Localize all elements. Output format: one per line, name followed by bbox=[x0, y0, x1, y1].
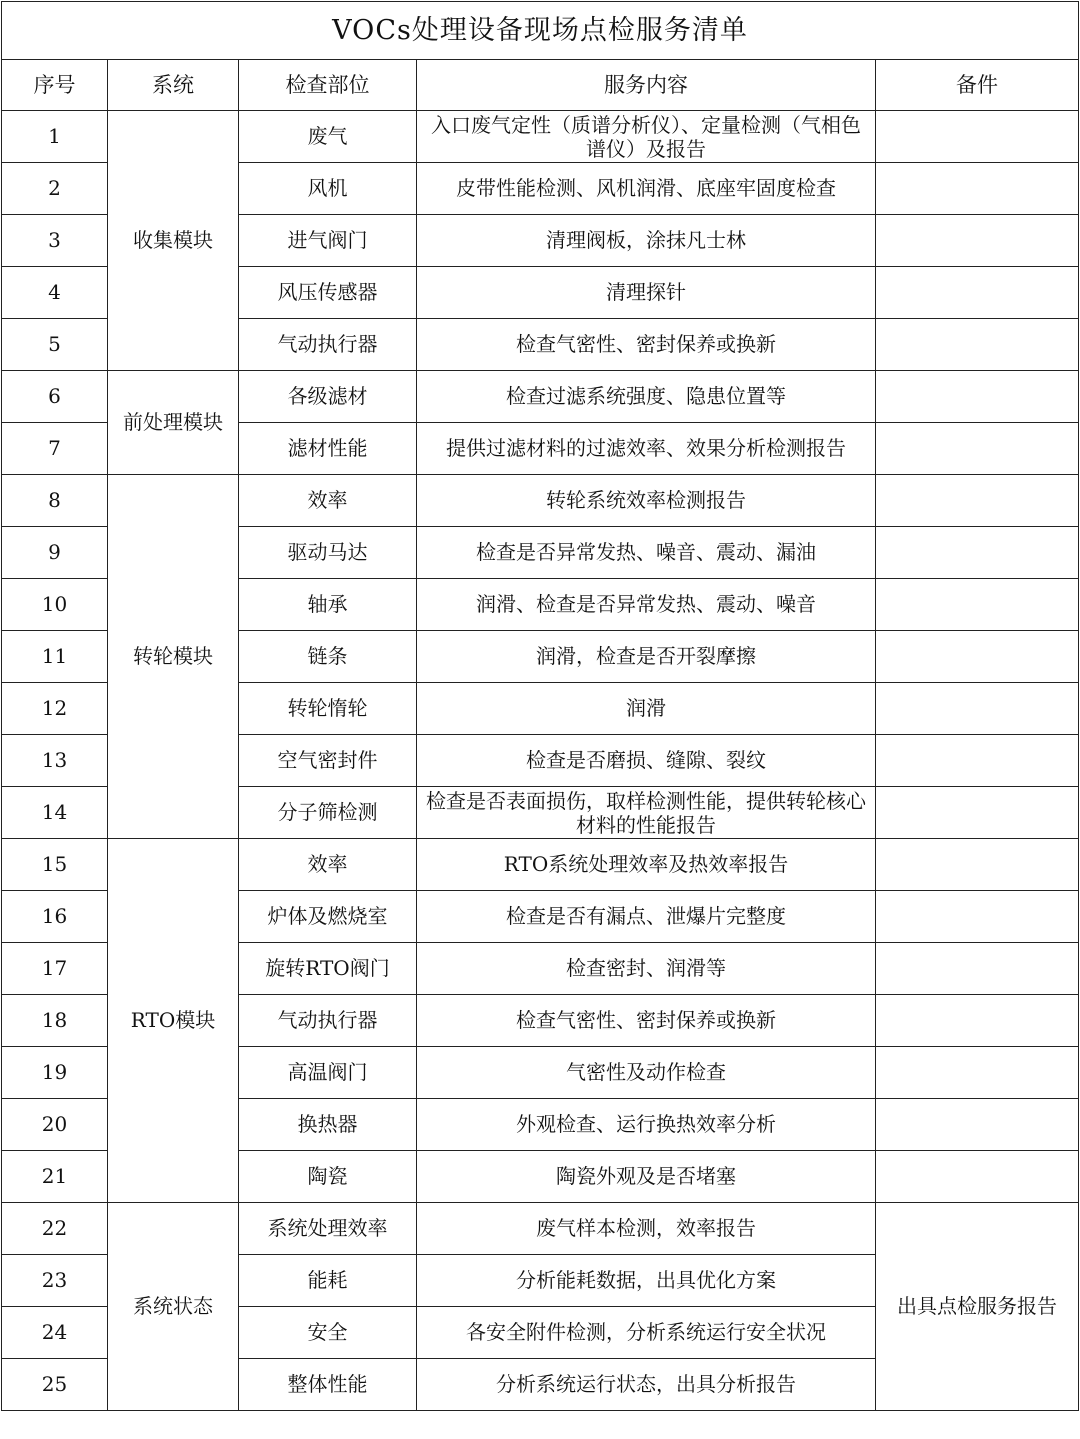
row-number: 9 bbox=[2, 527, 108, 579]
check-part: 气动执行器 bbox=[239, 319, 417, 371]
row-number: 2 bbox=[2, 163, 108, 215]
service-content: 检查是否磨损、缝隙、裂纹 bbox=[417, 735, 876, 787]
row-number: 23 bbox=[2, 1255, 108, 1307]
check-part: 气动执行器 bbox=[239, 995, 417, 1047]
spare-cell bbox=[876, 163, 1079, 215]
row-number: 6 bbox=[2, 371, 108, 423]
check-part: 驱动马达 bbox=[239, 527, 417, 579]
spare-cell bbox=[876, 319, 1079, 371]
header-seq: 序号 bbox=[2, 60, 108, 111]
system-pretreatment: 前处理模块 bbox=[108, 371, 239, 475]
row-number: 14 bbox=[2, 787, 108, 839]
system-rto: RTO模块 bbox=[108, 839, 239, 1203]
service-content: 润滑，检查是否开裂摩擦 bbox=[417, 631, 876, 683]
service-content: 各安全附件检测，分析系统运行安全状况 bbox=[417, 1307, 876, 1359]
spare-cell bbox=[876, 527, 1079, 579]
table-row bbox=[2, 1203, 1079, 1255]
row-number: 19 bbox=[2, 1047, 108, 1099]
service-content: 清理阀板，涂抹凡士林 bbox=[417, 215, 876, 267]
row-number: 25 bbox=[2, 1359, 108, 1411]
service-content: 清理探针 bbox=[417, 267, 876, 319]
spare-cell bbox=[876, 1099, 1079, 1151]
check-part: 陶瓷 bbox=[239, 1151, 417, 1203]
system-status: 系统状态 bbox=[108, 1203, 239, 1411]
service-content: 外观检查、运行换热效率分析 bbox=[417, 1099, 876, 1151]
service-content: 转轮系统效率检测报告 bbox=[417, 475, 876, 527]
service-content: 入口废气定性（质谱分析仪）、定量检测（气相色谱仪）及报告 bbox=[417, 111, 876, 163]
row-number: 15 bbox=[2, 839, 108, 891]
table-row bbox=[2, 111, 1079, 163]
row-number: 24 bbox=[2, 1307, 108, 1359]
service-content: RTO系统处理效率及热效率报告 bbox=[417, 839, 876, 891]
row-number: 7 bbox=[2, 423, 108, 475]
check-part: 能耗 bbox=[239, 1255, 417, 1307]
spare-cell bbox=[876, 423, 1079, 475]
check-part: 系统处理效率 bbox=[239, 1203, 417, 1255]
row-number: 16 bbox=[2, 891, 108, 943]
check-part: 转轮惰轮 bbox=[239, 683, 417, 735]
system-collection: 收集模块 bbox=[108, 111, 239, 371]
check-part: 风机 bbox=[239, 163, 417, 215]
check-part: 废气 bbox=[239, 111, 417, 163]
check-part: 分子筛检测 bbox=[239, 787, 417, 839]
spare-cell bbox=[876, 215, 1079, 267]
service-content: 检查过滤系统强度、隐患位置等 bbox=[417, 371, 876, 423]
check-part: 风压传感器 bbox=[239, 267, 417, 319]
row-number: 12 bbox=[2, 683, 108, 735]
service-checklist-table bbox=[1, 1, 1079, 1411]
service-content: 润滑 bbox=[417, 683, 876, 735]
header-system: 系统 bbox=[108, 60, 239, 111]
check-part: 安全 bbox=[239, 1307, 417, 1359]
service-content: 检查气密性、密封保养或换新 bbox=[417, 995, 876, 1047]
row-number: 13 bbox=[2, 735, 108, 787]
spare-remark: 出具点检服务报告 bbox=[876, 1203, 1079, 1411]
service-content: 润滑、检查是否异常发热、震动、噪音 bbox=[417, 579, 876, 631]
check-part: 轴承 bbox=[239, 579, 417, 631]
row-number: 17 bbox=[2, 943, 108, 995]
spare-cell bbox=[876, 891, 1079, 943]
spare-cell bbox=[876, 1047, 1079, 1099]
row-number: 5 bbox=[2, 319, 108, 371]
table-row bbox=[2, 839, 1079, 891]
row-number: 4 bbox=[2, 267, 108, 319]
service-content: 分析能耗数据，出具优化方案 bbox=[417, 1255, 876, 1307]
title-row bbox=[2, 2, 1079, 60]
table-row bbox=[2, 371, 1079, 423]
spare-cell bbox=[876, 579, 1079, 631]
header-content: 服务内容 bbox=[417, 60, 876, 111]
row-number: 22 bbox=[2, 1203, 108, 1255]
table-title: VOCs处理设备现场点检服务清单 bbox=[2, 2, 1079, 60]
check-part: 效率 bbox=[239, 475, 417, 527]
row-number: 8 bbox=[2, 475, 108, 527]
service-content: 皮带性能检测、风机润滑、底座牢固度检查 bbox=[417, 163, 876, 215]
row-number: 10 bbox=[2, 579, 108, 631]
spare-cell bbox=[876, 267, 1079, 319]
service-content: 检查是否异常发热、噪音、震动、漏油 bbox=[417, 527, 876, 579]
service-content: 检查是否有漏点、泄爆片完整度 bbox=[417, 891, 876, 943]
service-content: 检查密封、润滑等 bbox=[417, 943, 876, 995]
spare-cell bbox=[876, 735, 1079, 787]
check-part: 链条 bbox=[239, 631, 417, 683]
spare-cell bbox=[876, 943, 1079, 995]
row-number: 21 bbox=[2, 1151, 108, 1203]
check-part: 滤材性能 bbox=[239, 423, 417, 475]
header-part: 检查部位 bbox=[239, 60, 417, 111]
spare-cell bbox=[876, 995, 1079, 1047]
check-part: 高温阀门 bbox=[239, 1047, 417, 1099]
row-number: 1 bbox=[2, 111, 108, 163]
service-content: 气密性及动作检查 bbox=[417, 1047, 876, 1099]
row-number: 18 bbox=[2, 995, 108, 1047]
row-number: 3 bbox=[2, 215, 108, 267]
service-content: 检查气密性、密封保养或换新 bbox=[417, 319, 876, 371]
spare-cell bbox=[876, 1151, 1079, 1203]
check-part: 各级滤材 bbox=[239, 371, 417, 423]
row-number: 20 bbox=[2, 1099, 108, 1151]
check-part: 炉体及燃烧室 bbox=[239, 891, 417, 943]
spare-cell bbox=[876, 839, 1079, 891]
check-part: 换热器 bbox=[239, 1099, 417, 1151]
service-content: 分析系统运行状态，出具分析报告 bbox=[417, 1359, 876, 1411]
table-row bbox=[2, 475, 1079, 527]
check-part: 进气阀门 bbox=[239, 215, 417, 267]
service-content: 提供过滤材料的过滤效率、效果分析检测报告 bbox=[417, 423, 876, 475]
spare-cell bbox=[876, 371, 1079, 423]
spare-cell bbox=[876, 683, 1079, 735]
check-part: 整体性能 bbox=[239, 1359, 417, 1411]
check-part: 效率 bbox=[239, 839, 417, 891]
spare-cell bbox=[876, 475, 1079, 527]
spare-cell bbox=[876, 631, 1079, 683]
header-row bbox=[2, 60, 1079, 111]
spare-cell bbox=[876, 787, 1079, 839]
service-content: 检查是否表面损伤，取样检测性能，提供转轮核心材料的性能报告 bbox=[417, 787, 876, 839]
service-content: 陶瓷外观及是否堵塞 bbox=[417, 1151, 876, 1203]
system-wheel: 转轮模块 bbox=[108, 475, 239, 839]
header-spare: 备件 bbox=[876, 60, 1079, 111]
check-part: 旋转RTO阀门 bbox=[239, 943, 417, 995]
row-number: 11 bbox=[2, 631, 108, 683]
spare-cell bbox=[876, 111, 1079, 163]
service-content: 废气样本检测，效率报告 bbox=[417, 1203, 876, 1255]
check-part: 空气密封件 bbox=[239, 735, 417, 787]
